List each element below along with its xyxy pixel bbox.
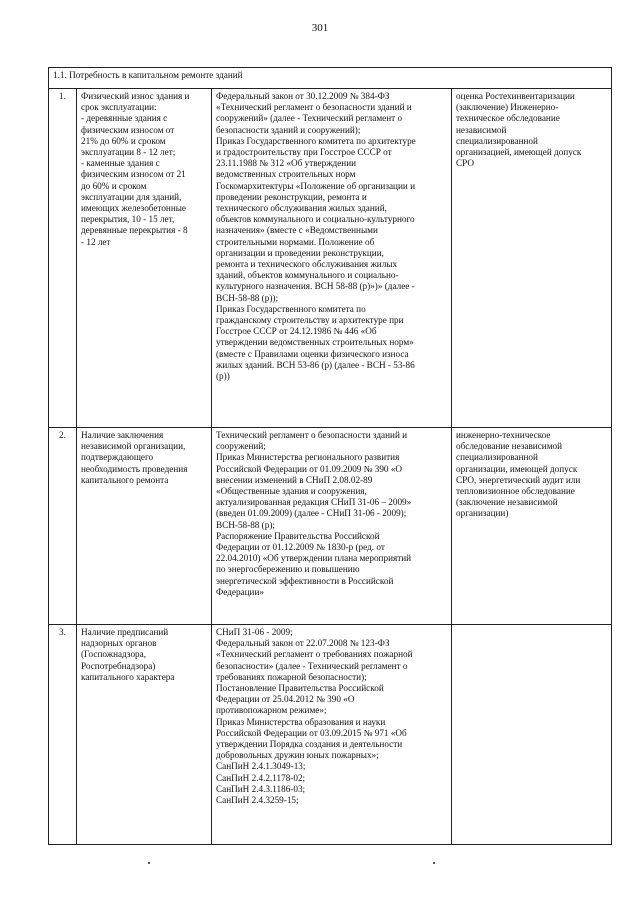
text-line: организации, имеющей допуск <box>456 463 578 474</box>
text-line: СанПиН 2.4.3.1186-03; <box>216 783 306 794</box>
text-line: эксплуатации 8 - 12 лет; <box>81 147 176 158</box>
text-line: 22.04.2010) «Об утверждении плана мероприятий <box>216 553 412 564</box>
text-line: актуализированная редакция СНиП 31-06 – 2009» <box>216 497 412 508</box>
scan-speck <box>148 862 150 864</box>
text-line: Федеральный закон от 22.07.2008 № 123-ФЗ <box>216 638 390 649</box>
text-line: «Технический регламент о безопасности зданий и <box>216 102 412 113</box>
text-line: капитального ремонта <box>81 474 169 485</box>
text-line: Федерации от 01.12.2009 № 1830-р (ред. от <box>216 542 385 553</box>
text-line: СанПиН 2.4.3259-15; <box>216 795 299 806</box>
basis-cell <box>212 625 452 845</box>
text-line: Российской Федерации от 01.09.2009 № 390 «О <box>216 463 403 474</box>
text-line: ВСН-58-88 (р); <box>216 519 275 530</box>
text-line: Технический регламент о безопасности зданий и <box>216 430 408 440</box>
text-line: СРО, энергетический аудит или <box>456 474 581 485</box>
text-line: инженерно-техническое <box>456 430 551 440</box>
text-line: надзорных органов <box>81 638 157 649</box>
text-line: - деревянные здания с <box>81 113 168 124</box>
text-line: требованиях пожарной безопасности); <box>216 671 367 682</box>
text-line: Федерации» <box>216 586 264 597</box>
confirmation-cell <box>452 89 612 428</box>
text-line: техническое обследование <box>456 113 560 124</box>
text-line: 21% до 60% и сроком <box>81 135 166 146</box>
text-line: независимой организации, <box>81 441 186 452</box>
text-line: организацией, имеющей допуск <box>456 147 582 158</box>
text-line: ВСН-58-88 (р)); <box>216 292 279 303</box>
section-header-row <box>49 68 612 89</box>
text-line: гражданскому строительству и архитектуре при <box>216 315 404 326</box>
text-line: утверждении Порядка создания и деятельности <box>216 739 403 750</box>
text-line: Постановление Правительства Российской <box>216 683 384 694</box>
text-line: технического обслуживания жилых зданий, <box>216 203 387 214</box>
text-line: (вместе с Правилами оценки физического износа <box>216 348 409 359</box>
text-line: Физический износ здания и <box>81 91 190 101</box>
text-line: Приказ Государственного комитета по архитектуре <box>216 135 416 146</box>
text-line: СРО <box>456 158 474 169</box>
requirements-table <box>48 67 612 845</box>
text-line: перекрытия, 10 - 15 лет, <box>81 214 175 225</box>
text-line: организации) <box>456 508 509 519</box>
text-line: обследование независимой <box>456 441 563 452</box>
text-line: (р)) <box>216 371 230 382</box>
row-number: 3. <box>49 625 77 845</box>
text-line: физическим износом от 21 <box>81 169 186 180</box>
text-line: ремонта и технического обслуживания жилых <box>216 259 398 270</box>
section-title: 1.1. Потребность в капитальном ремонте зданий <box>49 68 612 89</box>
text-line: специализированной <box>456 452 538 463</box>
row-number: 1. <box>49 89 77 428</box>
basis-cell <box>212 89 452 428</box>
text-line: сооружений» (далее - Технический регламент о <box>216 113 403 124</box>
text-line: противопожарном режиме»; <box>216 705 327 716</box>
text-line: добровольных дружин юных пожарных»; <box>216 750 379 761</box>
page-number: 301 <box>311 22 329 34</box>
text-line: утверждении ведомственных строительных норм» <box>216 337 414 348</box>
text-line: проведении реконструкции, ремонта и <box>216 191 367 202</box>
text-line: сооружений; <box>216 441 266 452</box>
text-line: имеющих железобетонные <box>81 203 187 214</box>
text-line: и градостроительству при Госстрое СССР от <box>216 147 392 158</box>
text-line: (Госпожнадзора, <box>81 649 147 660</box>
table-row <box>49 428 612 625</box>
text-line: Роспотребнадзора) <box>81 660 156 671</box>
text-line: СанПиН 2.4.1.3049-13; <box>216 761 306 772</box>
text-line: специализированной <box>456 135 538 146</box>
text-line: Приказ Министерства образования и науки <box>216 716 386 727</box>
text-line: безопасности» (далее - Технический регламент о <box>216 660 408 671</box>
text-line: (введен 01.09.2009) (далее - СНиП 31-06 - 2009); <box>216 508 407 519</box>
confirmation-cell <box>452 428 612 625</box>
text-line: капитального характера <box>81 671 175 682</box>
text-line: по энергосбережению и повышению <box>216 564 360 575</box>
text-line: Распоряжение Правительства Российской <box>216 530 380 541</box>
condition-cell <box>77 625 212 845</box>
text-line: подтверждающего <box>81 452 154 463</box>
text-line: зданий, объектов коммунального и социально- <box>216 270 399 281</box>
text-line: организации и проведении реконструкции, <box>216 247 384 258</box>
text-line: внесении изменений в СНиП 2.08.02-89 <box>216 474 373 485</box>
text-line: Госкомархитектуры «Положение об организации и <box>216 180 416 191</box>
text-line: (заключение) Инженерно- <box>456 102 559 113</box>
text-line: независимой <box>456 124 507 135</box>
text-line: физическим износом от <box>81 124 175 135</box>
text-line: энергетической эффективности в Российской <box>216 575 394 586</box>
text-line: жилых зданий. ВСН 53-86 (р) (далее - ВСН - 53-86 <box>216 359 415 370</box>
table-row <box>49 89 612 428</box>
text-line: - 12 лет <box>81 236 111 247</box>
text-line: объектов коммунального и социально-культурного <box>216 214 415 225</box>
text-line: Наличие заключения <box>81 430 164 440</box>
text-line: Госстрое СССР от 24.12.1986 № 446 «Об <box>216 326 377 337</box>
text-line: культурного назначения. ВСН 58-88 (р)»)» (далее - <box>216 281 415 292</box>
text-line: Федеральный закон от 30.12.2009 № 384-ФЗ <box>216 91 390 101</box>
scan-speck <box>433 862 435 864</box>
text-line: назначения» (вместе с «Ведомственными <box>216 225 378 236</box>
basis-cell <box>212 428 452 625</box>
text-line: Приказ Государственного комитета по <box>216 303 366 314</box>
text-line: деревянные перекрытия - 8 <box>81 225 188 236</box>
text-line: безопасности зданий и сооружений); <box>216 124 361 135</box>
row-number: 2. <box>49 428 77 625</box>
text-line: «Технический регламент о требованиях пожарной <box>216 649 413 660</box>
text-line: необходимость проведения <box>81 463 188 474</box>
confirmation-cell <box>452 625 612 845</box>
text-line: СНиП 31-06 - 2009; <box>216 627 293 637</box>
text-line: 23.11.1988 № 312 «Об утверждении <box>216 158 357 169</box>
table-row <box>49 625 612 845</box>
text-line: ведомственных строительных норм <box>216 169 356 180</box>
text-line: до 60% и сроком <box>81 180 147 191</box>
text-line: (заключение независимой <box>456 497 558 508</box>
text-line: - каменные здания с <box>81 158 160 169</box>
text-line: срок эксплуатации: <box>81 102 157 113</box>
text-line: СанПиН 2.4.2.1178-02; <box>216 772 306 783</box>
text-line: оценка Ростехинвентаризации <box>456 91 575 101</box>
text-line: Российской Федерации от 03.09.2015 № 971 «Об <box>216 727 407 738</box>
text-line: Наличие предписаний <box>81 627 169 637</box>
text-line: «Общественные здания и сооружения, <box>216 486 367 497</box>
text-line: строительными нормами. Положение об <box>216 236 375 247</box>
condition-cell <box>77 89 212 428</box>
text-line: Федерации от 25.04.2012 № 390 «О <box>216 694 355 705</box>
text-line: эксплуатации для зданий, <box>81 191 182 202</box>
text-line: Приказ Министерства регионального развития <box>216 452 400 463</box>
text-line: тепловизионное обследование <box>456 486 575 497</box>
condition-cell <box>77 428 212 625</box>
